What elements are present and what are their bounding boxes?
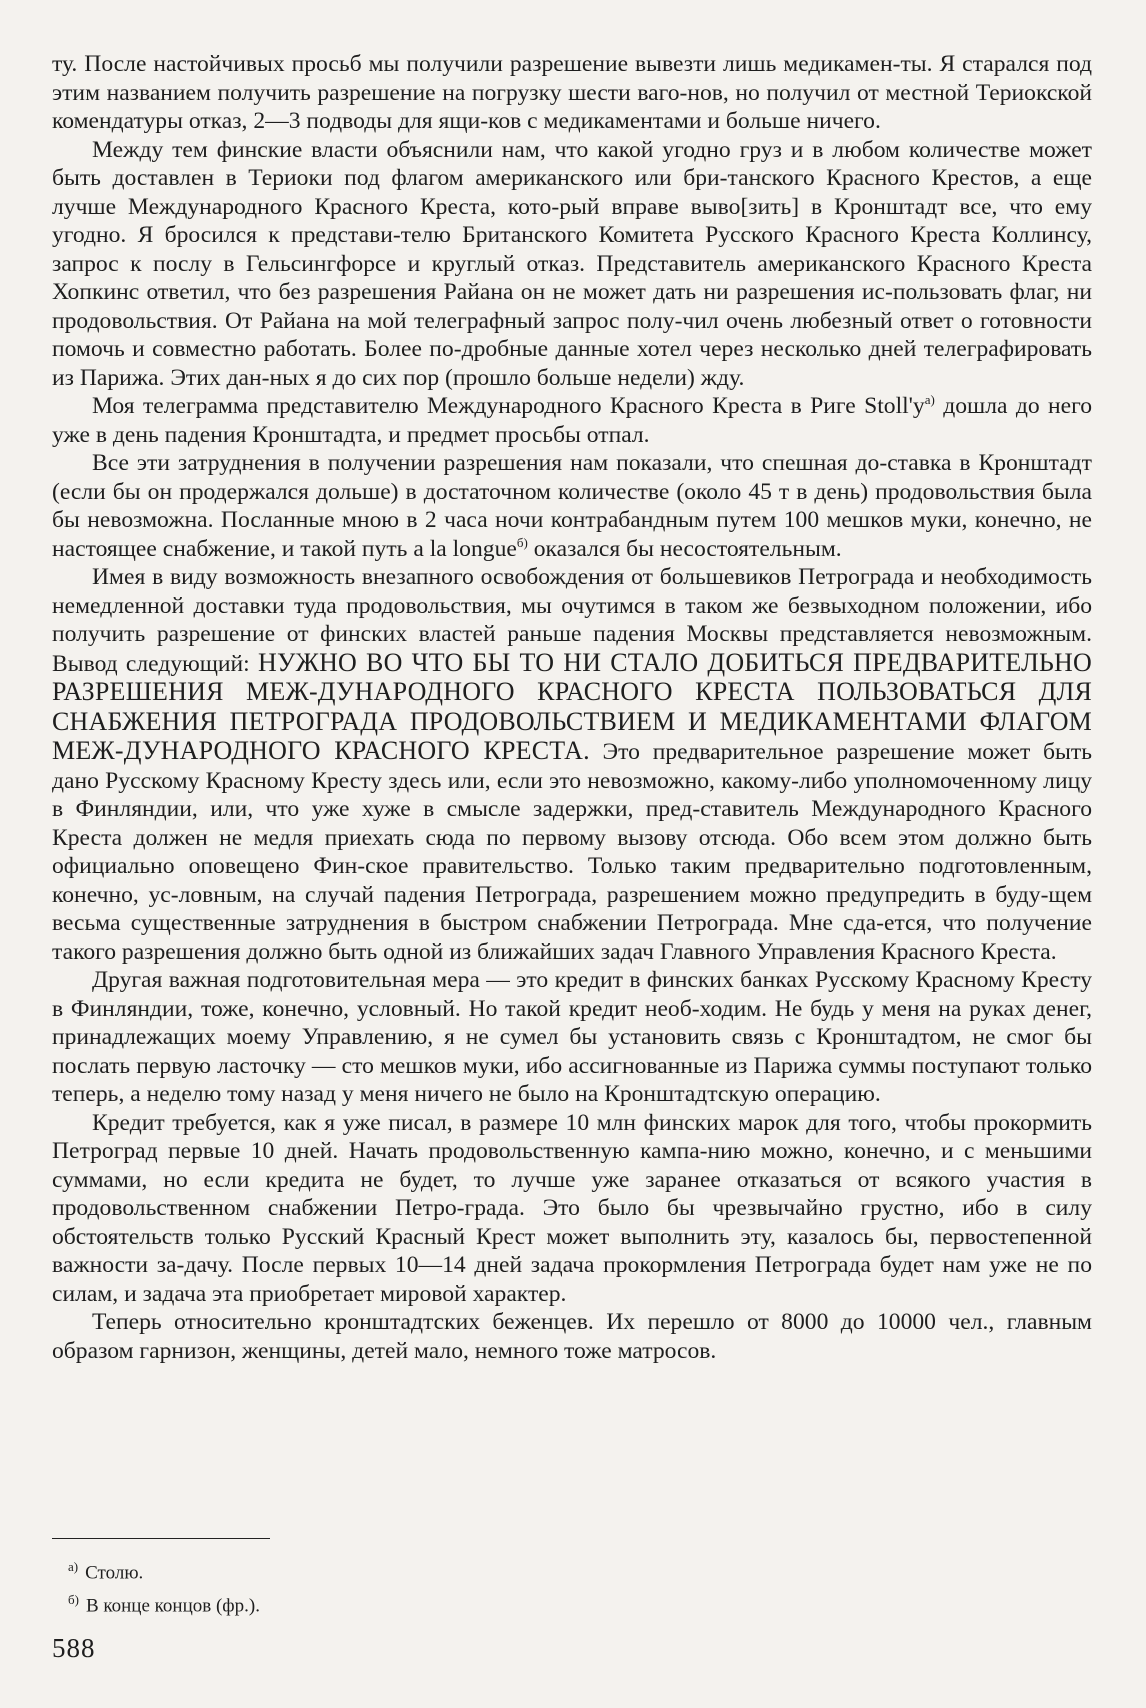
paragraph-4 [52,449,1092,563]
paragraph-2: Между тем финские власти объяснили нам, что какой угодно груз и в любом количестве может быть доставлен в Териоки под флагом американского или бри-танского Красного Крестов, а еще лучше Международного Красного Креста, кото-рый вправе выво[зить] в Кронштадт все, что ему угодно. Я бросился к представи-телю Британского Комитета Русского Красного Креста Коллинсу, запрос к послу в Гельсингфорсе и круглый отказ. Представитель американского Красного Креста Хопкинс ответил, что без разрешения Райана он не может дать ни разрешения ис-пользовать флаг, ни продовольствия. От Райана на мой телеграфный запрос полу-чил очень любезный ответ о готовности помочь и совместно работать. Более по-дробные данные хотел через несколько дней телеграфировать из Парижа. Этих дан-ных я до сих пор (прошло больше недели) жду. [52,136,1092,391]
paragraph-5-text-cont: Это предварительное разрешение может быть дано Русскому Красному Кресту здесь или, если это невозможно, какому-либо уполномоченному лицу в Финляндии, или, что уже хуже в смысле задержки, пред-ставитель Международного Красного Креста должен не медля приехать сюда по первому вызову отсюда. Обо всем этом должно быть официально оповещено Фин-ское правительство. Только таким предварительно подготовленным, конечно, ус-ловным, на случай падения Петрограда, разрешением можно предупредить в буду-щем весьма существенные затруднения в быстром снабжении Петрограда. Мне сда-ется, что получение такого разрешения должно быть одной из ближайших задач Главного Управления Красного Креста. [52,739,1092,965]
footnote-a-text: Столю. [85,1562,144,1584]
footnote-divider [52,1538,270,1539]
paragraph-4-text: Все эти затруднения в получении разрешения нам показали, что спешная до-ставка в Кронштадт (если бы он продержался дольше) в достаточном количестве (около 45 т в день) продовольствия была бы невозможна. Посланные мною в 2 часа ночи контрабандным путем 100 мешков муки, конечно, не настоящее снабжение, и такой путь a la longue [52,450,1092,562]
paragraph-5 [52,563,1092,966]
paragraph-6: Другая важная подготовительная мера — это кредит в финских банках Русскому Красному Кресту в Финляндии, тоже, конечно, условный. Но такой кредит необ-ходим. Не будь у меня на руках денег, принадлежащих моему Управлению, я не сумел бы установить связь с Кронштадтом, не смог бы послать первую ласточку — сто мешков муки, ибо ассигнованные из Парижа суммы поступают только теперь, а неделю тому назад у меня ничего не было на Кронштадтскую операцию. [52,967,1092,1107]
footnote-b [68,1586,260,1619]
footnote-b-text: В конце концов (фр.). [85,1595,260,1617]
paragraph-1: ту. После настойчивых просьб мы получили разрешение вывезти лишь медикамен-ты. Я старался под этим названием получить разрешение на погрузку шести ваго-нов, но получил от местной Териокской комендатуры отказ, 2—3 подводы для ящи-ков с медикаментами и больше ничего. [52,51,1092,134]
footnote-b-mark: б) [68,1592,79,1608]
paragraph-8: Теперь относительно кронштадтских беженцев. Их перешло от 8000 до 10000 чел., главным образом гарнизон, женщины, детей мало, немного тоже матросов. [52,1309,1092,1364]
paragraph-4-text-cont: оказался бы несостоятельным. [527,535,842,562]
paragraph-7: Кредит требуется, как я уже писал, в размере 10 млн финских марок для того, чтобы прокормить Петроград первые 10 дней. Начать продовольственную кампа-нию можно, конечно, и с меньшими суммами, но если кредита не будет, то лучше уже заранее отказаться от всякого участия в продовольственном снабжении Петро-града. Это было бы чрезвычайно грустно, ибо в силу обстоятельств только Русский Красный Крест может выполнить эту, казалось бы, первостепенной важности за-дачу. После первых 10—14 дней задача прокормления Петрограда будет нам уже не по силам, и задача эта приобретает мировой характер. [52,1109,1092,1307]
paragraph-3-text: Моя телеграмма представителю Международного Красного Креста в Риге Stoll'у [92,393,925,419]
footnote-a [68,1553,260,1586]
paragraph-3-text-cont: дошла до него уже в день падения Кронштадта, и предмет просьбы отпал. [52,393,1092,448]
footnote-ref-b: б) [516,534,528,550]
footnotes [68,1553,260,1620]
paragraph-5-caps-conclusion: НУЖНО ВО ЧТО БЫ ТО НИ СТАЛО ДОБИТЬСЯ ПРЕДВАРИТЕЛЬНО РАЗРЕШЕНИЯ МЕЖ-ДУНАРОДНОГО КРАСНОГО КРЕСТА ПОЛЬЗОВАТЬСЯ ДЛЯ СНАБЖЕНИЯ ПЕТРОГРАДА ПРОДОВОЛЬСТВИЕМ И МЕДИКАМЕНТАМИ ФЛАГОМ МЕЖ-ДУНАРОДНОГО КРАСНОГО КРЕСТА. [52,647,1093,765]
footnote-ref-a: а) [924,392,935,408]
page-number: 588 [52,1633,96,1663]
paragraph-3 [52,392,1092,449]
footnote-a-mark: а) [68,1559,79,1574]
document-body [52,50,1092,1365]
paragraph-5-text: Имея в виду возможность внезапного освобождения от большевиков Петрограда и необходимость немедленной доставки туда продовольствия, мы очутимся в таком же безвыходном положении, ибо получить разрешение от финских властей раньше падения Москвы представляется невозможным. Вывод следующий: [52,564,1092,677]
